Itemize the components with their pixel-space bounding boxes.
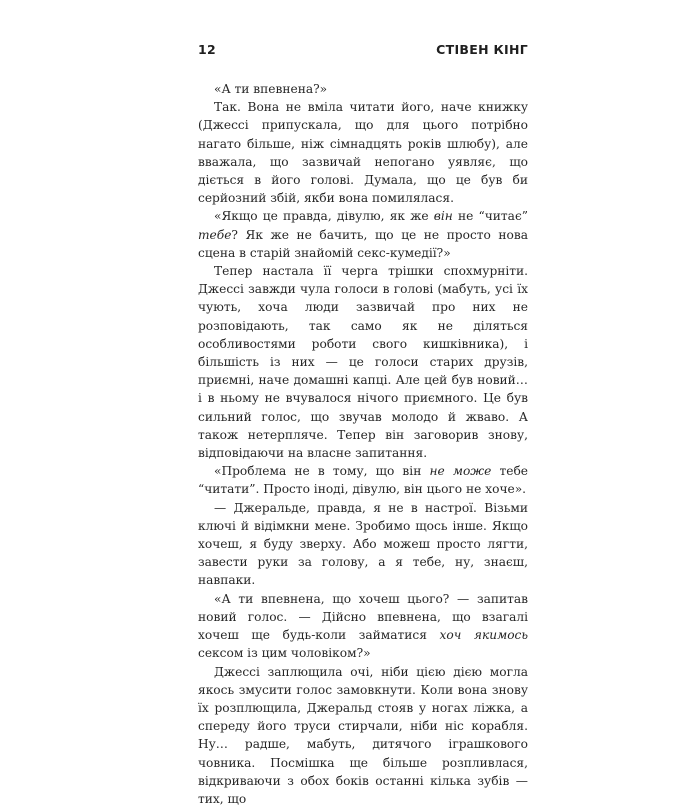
text-run: тебе “читати”. Просто іноді, дівулю, він цього не хоче». [198, 464, 528, 496]
body-text [198, 80, 528, 808]
paragraph [198, 98, 528, 207]
page-header [198, 42, 528, 62]
italic-text: він [434, 209, 453, 223]
running-title: СТІВЕН КІНГ [436, 42, 528, 57]
paragraph [198, 80, 528, 98]
paragraph [198, 663, 528, 808]
italic-text: тебе [198, 228, 231, 242]
page-number: 12 [198, 42, 216, 57]
text-run: «Проблема не в тому, що він [214, 464, 429, 478]
paragraph [198, 590, 528, 663]
paragraph [198, 207, 528, 262]
text-run: — Джеральде, правда, я не в настрої. Візьми ключі й відімкни мене. Зробимо щось інше. Якщо хочеш, я буду зверху. Або можеш просто лягти, завести руки за голову, а я тебе, ну, знаєш, навпаки. [198, 501, 528, 588]
text-run: Джессі заплющила очі, ніби цією дією могла якось змусити голос замовкнути. Коли вона знову їх розплющила, Джеральд стояв у ногах ліжка, а спереду його труси стирчали, ніби ніс корабля. Ну… радше, мабуть, дитячого іграшкового човника. Посмішка ще більше розпливлася, відкриваючи з обох боків останні кілька зубів — тих, що [198, 665, 528, 806]
paragraph [198, 262, 528, 462]
text-run: «А ти впевнена?» [214, 82, 327, 96]
text-run: не “читає” [453, 209, 528, 223]
text-run: Так. Вона не вміла читати його, наче книжку (Джессі припускала, що для цього потрібно нагато більше, ніж сімнадцять років шлюбу), але вважала, що зазвичай непогано уявляє, що діється в його голові. Думала, що це був би серйозний збій, якби вона помилялася. [198, 100, 528, 205]
text-run: Тепер настала її черга трішки спохмурніти. Джессі завжди чула голоси в голові (мабуть, усі їх чують, хоча люди зазвичай про них не розповідають, так само як не діляться особливостями роботи свого кишківника), і більшість із них — це голоси старих друзів, приємні, наче домашні капці. Але цей був новий… і в ньому не вчувалося нічого приємного. Це був сильний голос, що звучав молодо й жваво. А також нетерпляче. Тепер він заговорив знову, відповідаючи на власне запитання. [198, 264, 528, 460]
text-run: сексом із цим чоловіком?» [198, 646, 371, 660]
paragraph [198, 462, 528, 498]
italic-text: не може [429, 464, 491, 478]
italic-text: хоч якимось [440, 628, 529, 642]
text-run: «Якщо це правда, дівулю, як же [214, 209, 434, 223]
text-run: «А ти впевнена, що хочеш цього? — запитав новий голос. — Дійсно впевнена, що взагалі хочеш ще будь-коли займатися [198, 592, 528, 642]
paragraph [198, 499, 528, 590]
text-run: ? Як же не бачить, що це не просто нова сцена в старій знайомій секс-кумедії?» [198, 228, 528, 260]
